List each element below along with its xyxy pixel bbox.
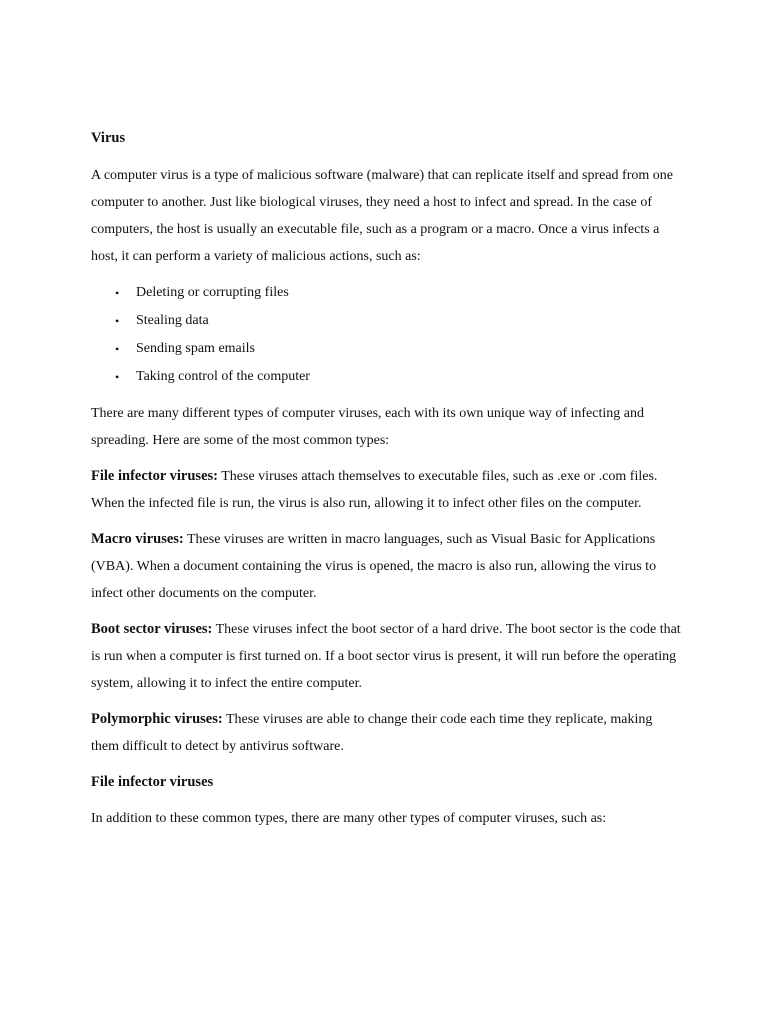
malicious-actions-list: [91, 279, 681, 391]
type-term: Boot sector viruses:: [91, 621, 213, 637]
list-item: [91, 363, 681, 391]
list-item-text: Stealing data: [136, 313, 209, 328]
type-paragraph-polymorphic: [91, 706, 681, 760]
bullet-icon: •: [115, 342, 120, 356]
type-paragraph-boot-sector: [91, 616, 681, 697]
type-paragraph-file-infector: [91, 463, 681, 517]
list-item: [91, 335, 681, 363]
types-intro-paragraph: There are many different types of computer viruses, each with its own unique way of infecting and spreading. Here are some of the most common types:: [91, 406, 644, 448]
intro-paragraph: A computer virus is a type of malicious software (malware) that can replicate itself and spread from one computer to another. Just like biological viruses, they need a host to infect and spread. In the case of computers, the host is usually an executable file, such as a program or a macro. Once a virus infects a host, it can perform a variety of malicious actions, such as:: [91, 168, 673, 264]
bullet-icon: •: [115, 314, 120, 328]
type-term: File infector viruses:: [91, 468, 218, 484]
list-item-text: Deleting or corrupting files: [136, 285, 289, 300]
type-description: These viruses infect the boot sector of a hard drive. The boot sector is the code that is run when a computer is first turned on. If a boot sector virus is present, it will run before the operating system, allowing it to infect the entire computer.: [91, 622, 681, 691]
list-item-text: Taking control of the computer: [136, 369, 310, 384]
bullet-icon: •: [115, 286, 120, 300]
list-item: [91, 279, 681, 307]
section-subheading: File infector viruses: [91, 774, 214, 790]
list-item-text: Sending spam emails: [136, 341, 255, 356]
document-title: Virus: [91, 130, 126, 146]
type-term: Polymorphic viruses:: [91, 711, 223, 727]
list-item: [91, 307, 681, 335]
closing-paragraph: In addition to these common types, there are many other types of computer viruses, such as:: [91, 811, 607, 826]
bullet-icon: •: [115, 370, 120, 384]
type-description: These viruses are able to change their code each time they replicate, making them difficult to detect by antivirus software.: [91, 712, 653, 754]
type-description: These viruses attach themselves to executable files, such as .exe or .com files. When the infected file is run, the virus is also run, allowing it to infect other files on the computer.: [91, 469, 658, 511]
document-page: [91, 128, 681, 841]
type-paragraph-macro: [91, 526, 681, 607]
type-term: Macro viruses:: [91, 531, 184, 547]
type-description: These viruses are written in macro languages, such as Visual Basic for Applications (VBA). When a document containing the virus is opened, the macro is also run, allowing the virus to infect other documents on the computer.: [91, 532, 657, 601]
